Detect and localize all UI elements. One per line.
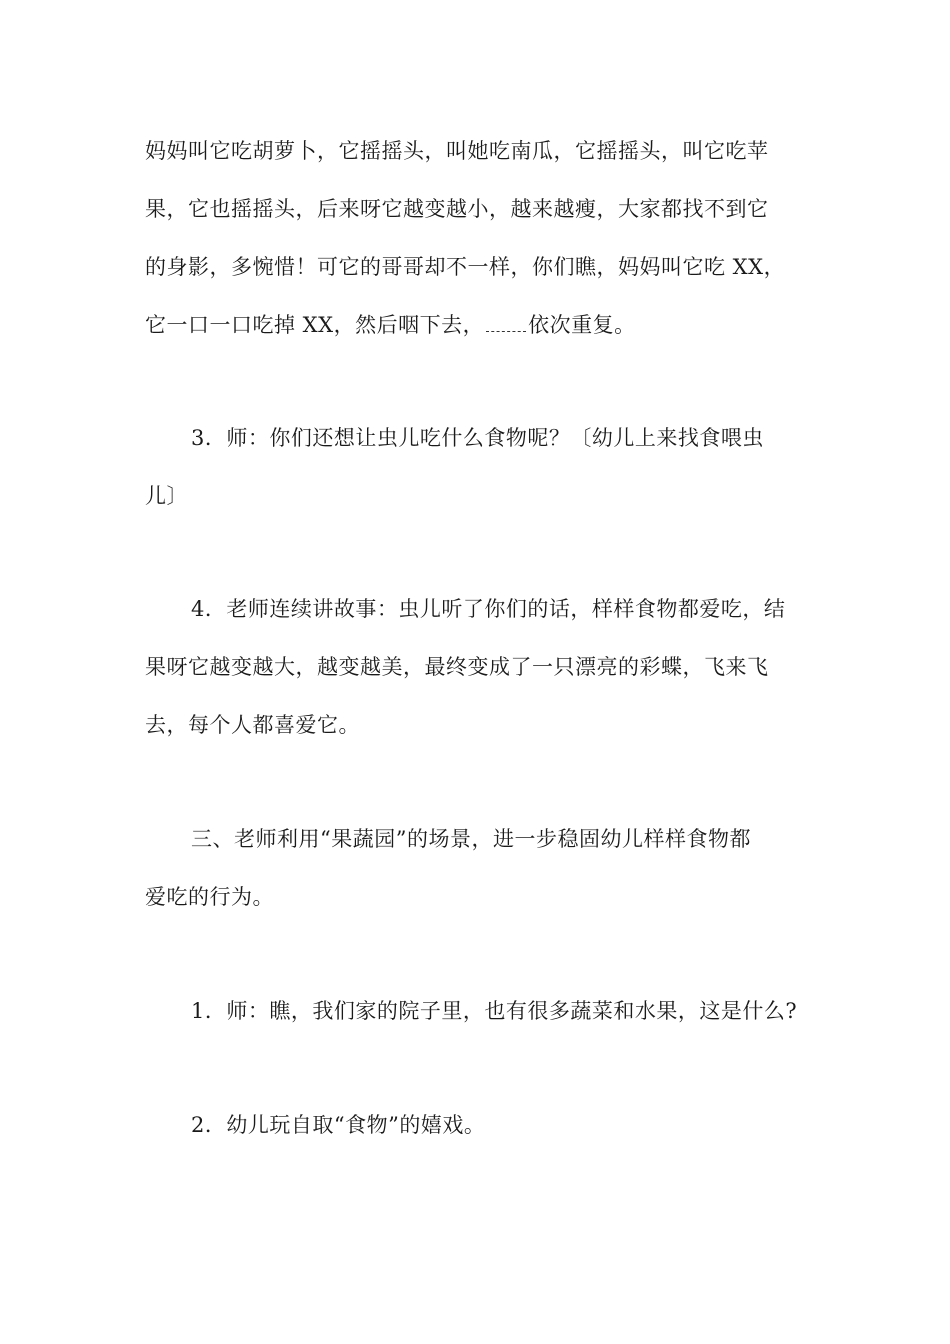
- paragraph-item-4: [145, 580, 825, 754]
- text-segment: 依次重复。: [528, 313, 636, 337]
- text-line: 爱吃的行为。: [145, 885, 274, 909]
- text-line: 妈妈叫它吃胡萝卜，它摇摇头，叫她吃南瓜，它摇摇头，叫它吃苹: [145, 139, 769, 163]
- paragraph-section-3: [145, 810, 825, 926]
- paragraph-item-3: [145, 409, 825, 525]
- text-line: 果，它也摇摇头，后来呀它越变越小，越来越瘦，大家都找不到它: [145, 197, 769, 221]
- text-line: 1．师：瞧，我们家的院子里，也有很多蔬菜和水果，这是什么?: [191, 999, 798, 1023]
- text-line: 3．师：你们还想让虫儿吃什么食物呢？〔幼儿上来找食喂虫: [191, 426, 764, 450]
- text-line: 果呀它越变越大，越变越美，最终变成了一只漂亮的彩蝶，飞来飞: [145, 655, 769, 679]
- text-line: 2．幼儿玩自取“食物”的嬉戏。: [191, 1113, 486, 1137]
- text-line: 的身影，多惋惜！可它的哥哥却不一样，你们瞧，妈妈叫它吃 XX，: [145, 255, 786, 279]
- text-line: 三、老师利用“果蔬园”的场景，进一步稳固幼儿样样食物都: [191, 827, 751, 851]
- paragraph-sub-2: [145, 1096, 825, 1154]
- text-line: 4．老师连续讲故事：虫儿听了你们的话，样样食物都爱吃，结: [191, 597, 786, 621]
- text-line: [145, 296, 825, 354]
- text-segment: 它一口一口吃掉 XX，然后咽下去，: [145, 313, 485, 337]
- fill-blank: [486, 317, 526, 332]
- paragraph-sub-1: [145, 982, 825, 1040]
- paragraph-story-continued: [145, 122, 825, 354]
- text-line: 去，每个人都喜爱它。: [145, 713, 360, 737]
- text-line: 儿〕: [145, 484, 188, 508]
